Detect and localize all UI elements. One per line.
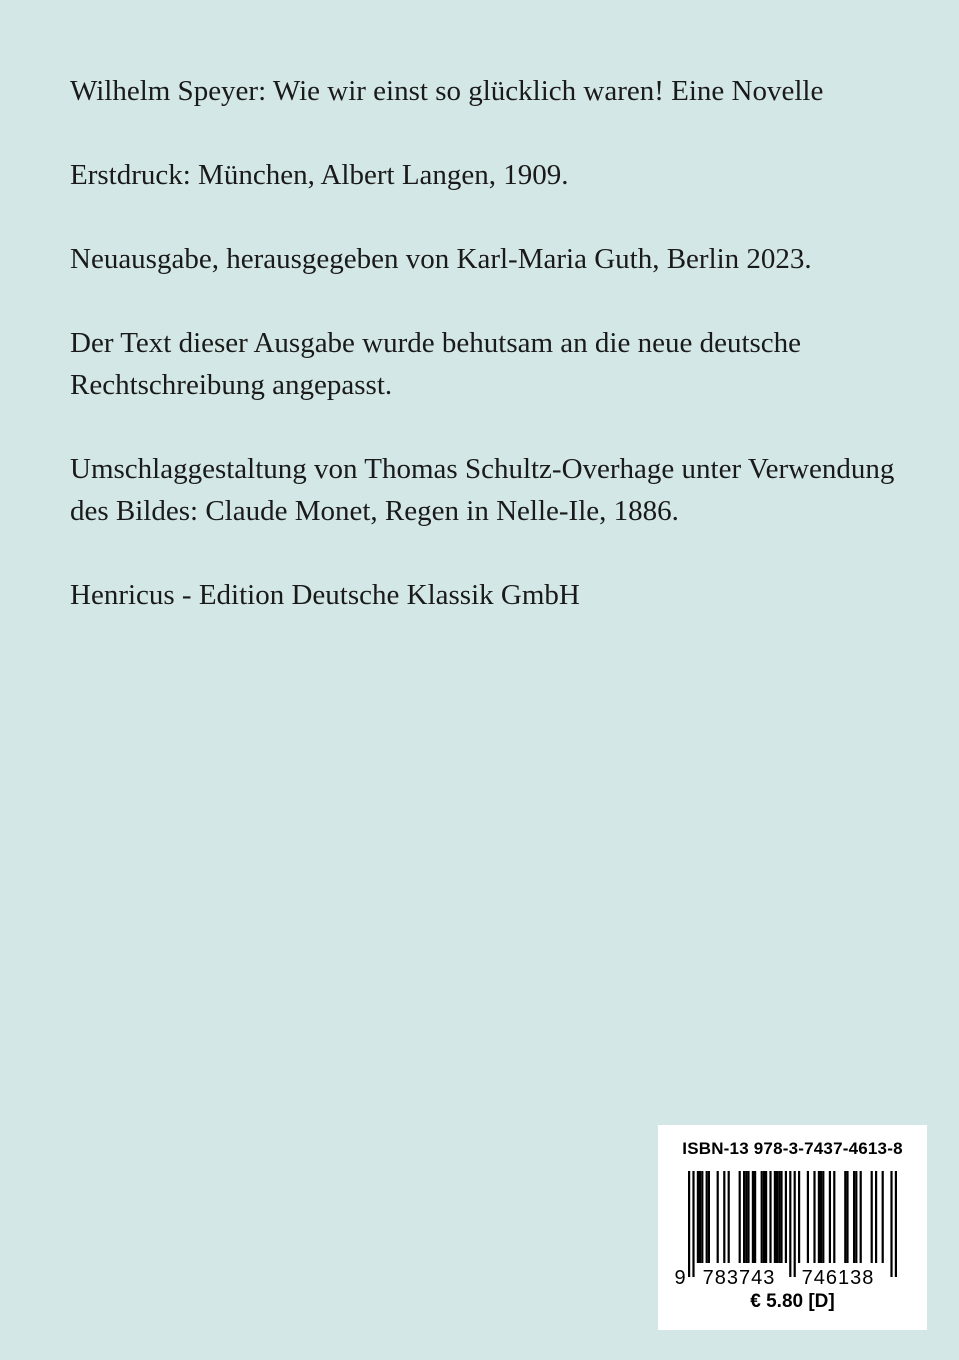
barcode-bar <box>785 1171 787 1263</box>
barcode-bar <box>895 1171 897 1277</box>
barcode-bar <box>728 1171 730 1263</box>
barcode-box <box>658 1125 927 1330</box>
barcode-bar <box>745 1171 747 1263</box>
barcode-bar <box>794 1171 796 1277</box>
barcode-bar <box>761 1171 763 1263</box>
isbn-label: ISBN-13 978-3-7437-4613-8 <box>682 1139 903 1158</box>
barcode-bar <box>774 1171 776 1263</box>
barcode-bar <box>699 1171 701 1263</box>
barcode-bar <box>717 1171 719 1263</box>
barcode-digits-right: 746138 <box>801 1267 875 1287</box>
barcode-bar <box>765 1171 767 1263</box>
barcode-bar <box>780 1171 782 1263</box>
barcode-bar <box>778 1171 780 1263</box>
orthography-note: Der Text dieser Ausgabe wurde behutsam an die neue deutsche Rechtschreibung angepasst. <box>70 327 802 401</box>
barcode-bar <box>747 1171 749 1263</box>
barcode-bar <box>706 1171 708 1263</box>
cover-design-note: Umschlaggestaltung von Thomas Schultz-Overhage unter Verwendung des Bildes: Claude Monet, Regen in Nelle-Ile, 1886. <box>70 453 895 527</box>
barcode-bar <box>882 1171 884 1263</box>
barcode-bar <box>776 1171 778 1263</box>
barcode-bar <box>763 1171 765 1263</box>
barcode-bar <box>701 1171 703 1263</box>
barcode-bar <box>846 1171 848 1263</box>
barcode-bar <box>739 1171 741 1263</box>
barcode-bar <box>697 1171 699 1263</box>
barcode-bar <box>871 1171 873 1263</box>
barcode-digit-first: 9 <box>674 1267 686 1287</box>
barcode-bar <box>692 1171 694 1277</box>
publisher-line: Henricus - Edition Deutsche Klassik GmbH <box>70 579 580 611</box>
barcode-bar <box>754 1171 756 1263</box>
barcode-bar <box>789 1171 791 1277</box>
barcode-bar <box>723 1171 725 1263</box>
barcode-bar <box>890 1171 892 1277</box>
barcode-bar <box>833 1171 835 1263</box>
barcode-bar <box>752 1171 754 1263</box>
barcode-bar <box>875 1171 877 1263</box>
barcode-bar <box>807 1171 809 1263</box>
imprint-text <box>70 70 930 658</box>
barcode-bar <box>708 1171 710 1263</box>
barcode-bar <box>853 1171 855 1263</box>
new-edition-line: Neuausgabe, herausgegeben von Karl-Maria Guth, Berlin 2023. <box>70 243 812 275</box>
barcode-bar <box>860 1171 862 1263</box>
title-line: Wilhelm Speyer: Wie wir einst so glücklich waren! Eine Novelle <box>70 75 824 107</box>
barcode-bar <box>743 1171 745 1263</box>
barcode-bar <box>818 1171 820 1263</box>
barcode-bar <box>820 1171 822 1263</box>
barcode-bar <box>844 1171 846 1263</box>
barcode-bar <box>798 1171 800 1263</box>
barcode-bar <box>822 1171 824 1263</box>
barcode-bar <box>855 1171 857 1263</box>
first-edition-line: Erstdruck: München, Albert Langen, 1909. <box>70 159 569 191</box>
barcode-bar <box>829 1171 831 1263</box>
barcode-bar <box>688 1171 690 1277</box>
barcode-digits-left: 783743 <box>702 1267 776 1287</box>
barcode-bar <box>813 1171 815 1263</box>
barcode-bar <box>769 1171 771 1263</box>
price-label: € 5.80 [D] <box>750 1291 835 1312</box>
barcode <box>674 1167 914 1287</box>
